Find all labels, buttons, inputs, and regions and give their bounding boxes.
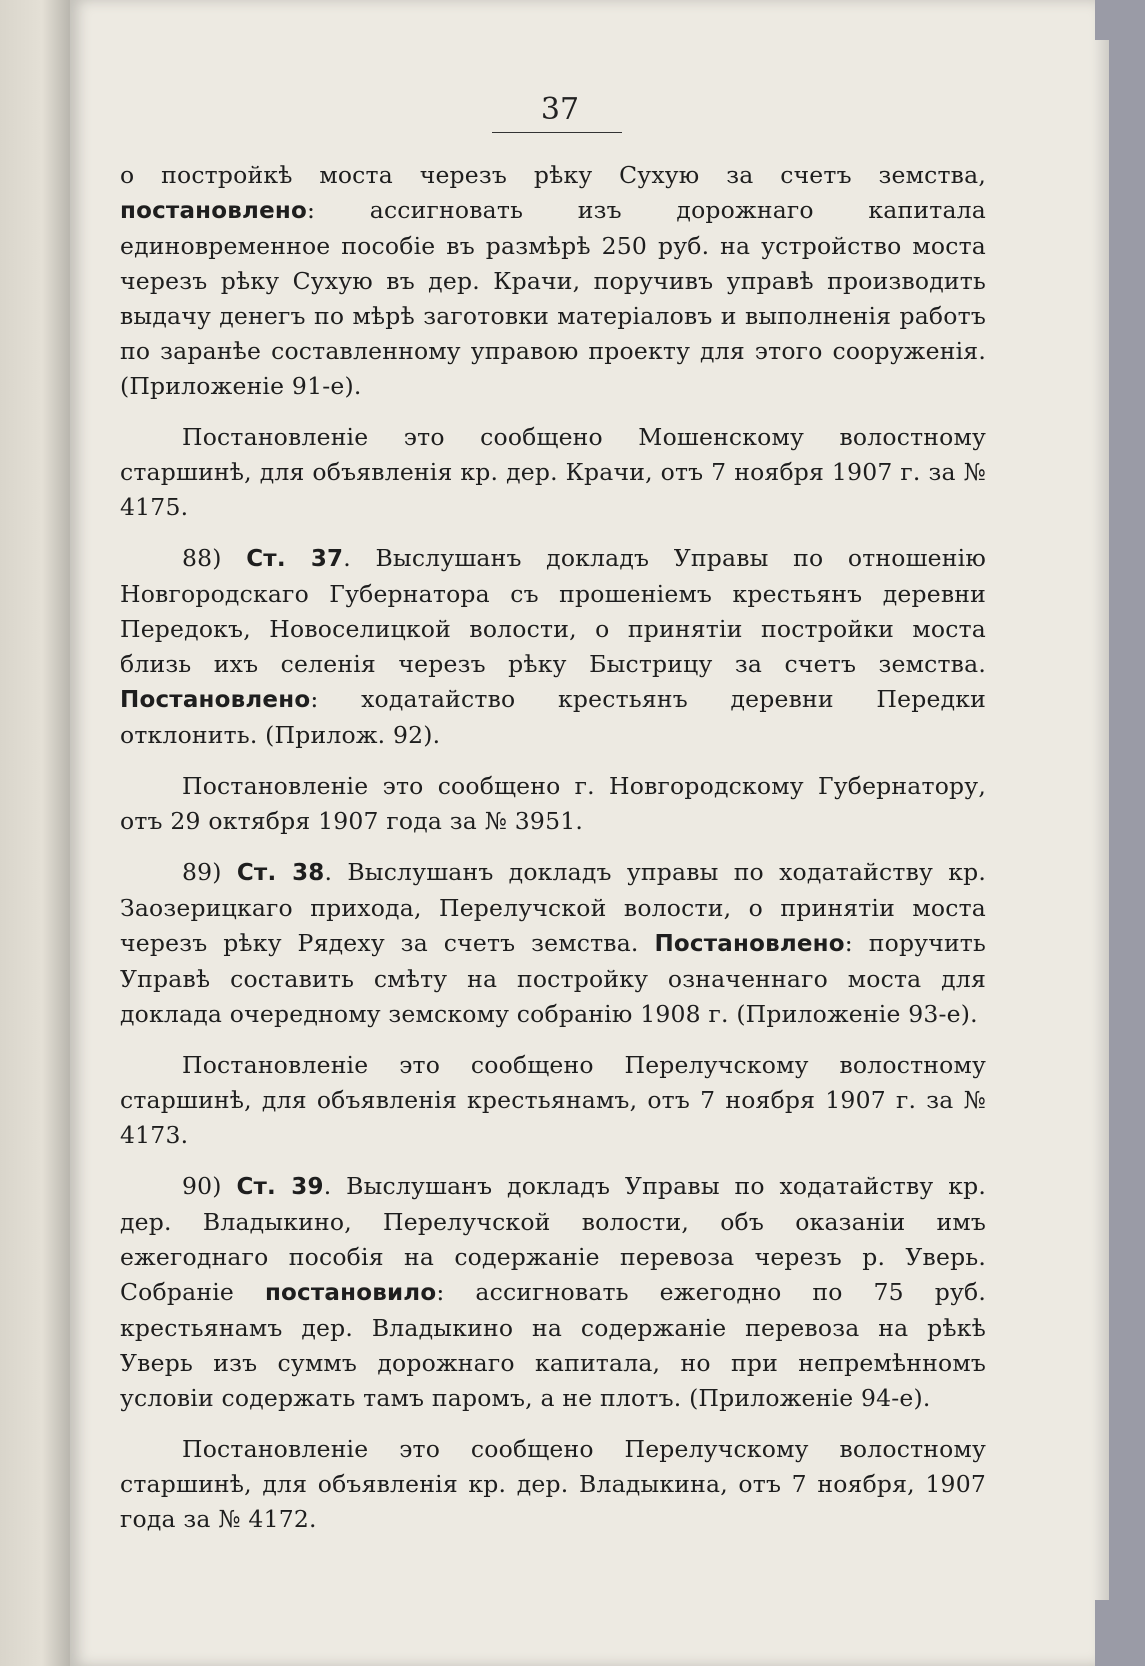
item-paragraph-90 [120, 1169, 986, 1416]
resolution-keyword: постановило [264, 1280, 437, 1306]
resolution-keyword: Постановлено [120, 687, 311, 713]
paragraph-text: . Выслушанъ докладъ Управы по ходатайству кр. дер. Владыкино, Перелучской волости, объ оказаніи имъ ежегоднаго пособія на содержаніе перевоза черезъ р. Уверь. Собраніе [120, 1172, 986, 1306]
article-reference: Ст. 38 [236, 860, 325, 886]
paragraph-text: : ассигновать ежегодно по 75 руб. крестьянамъ дер. Владыкино на содержаніе перевоза на рѣкѣ Уверь изъ суммъ дорожнаго капитала, но при непремѣнномъ условіи содержать тамъ паромъ, а не плотъ. (Приложеніе 94-е). [120, 1278, 986, 1412]
notice-text: Постановленіе это сообщено Перелучскому волостному старшинѣ, для объявленія кр. дер. Владыкина, отъ 7 ноября, 1907 года за № 4172. [120, 1435, 986, 1533]
page-edge [1095, 40, 1109, 1600]
notice-text: Постановленіе это сообщено г. Новгородскому Губернатору, отъ 29 октября 1907 года за № 3951. [120, 772, 986, 835]
item-paragraph-88 [120, 541, 986, 753]
resolution-keyword: постановлено [120, 198, 307, 224]
facing-page-edge [0, 0, 70, 1666]
page-number-rule [492, 132, 622, 133]
paragraph-text: . Выслушанъ докладъ Управы по отношенію Новгородскаго Губернатора съ прошеніемъ крестьянъ деревни Передокъ, Новоселицкой волости, о принятіи постройки моста близь ихъ селенія черезъ рѣку Быстрицу за счетъ земства. [120, 544, 987, 678]
paragraph-text: : ассигновать изъ дорожнаго капитала единовременное пособіе въ размѣрѣ 250 руб. на устройство моста черезъ рѣку Сухую въ дер. Крачи, поручивъ управѣ производить выдачу денегъ по мѣрѣ заготовки матеріаловъ и выполненія работъ по заранѣе составленному управою проекту для этого сооруженія. (Приложеніе 91-е). [120, 196, 986, 400]
paragraph-text: . Выслушанъ докладъ управы по ходатайству кр. Заозерицкаго прихода, Перелучской волости, о принятіи моста черезъ рѣку Рядеху за счетъ земства. [120, 858, 986, 957]
item-paragraph-89 [120, 855, 986, 1032]
article-reference: Ст. 39 [236, 1174, 324, 1200]
paragraph-continuation [120, 158, 986, 404]
item-number: 89) [182, 858, 222, 886]
paragraph-text: : поручить Управѣ составить смѣту на постройку означеннаго моста для доклада очередному земскому собранію 1908 г. (Приложеніе 93-е). [120, 929, 987, 1028]
notice-text: Постановленіе это сообщено Перелучскому волостному старшинѣ, для объявленія крестьянамъ, отъ 7 ноября 1907 г. за № 4173. [120, 1051, 986, 1149]
page-number: 37 [540, 92, 580, 127]
notice-paragraph [120, 1048, 986, 1153]
resolution-keyword: Постановлено [654, 931, 845, 957]
notice-text: Постановленіе это сообщено Мошенскому волостному старшинѣ, для объявленія кр. дер. Крачи, отъ 7 ноября 1907 г. за № 4175. [120, 423, 986, 521]
article-reference: Ст. 37 [246, 546, 344, 572]
paragraph-text: : ходатайство крестьянъ деревни Передки отклонить. (Прилож. 92). [120, 685, 986, 749]
notice-paragraph [120, 769, 986, 839]
page-body [120, 158, 986, 1553]
notice-paragraph [120, 420, 986, 525]
item-number: 88) [182, 544, 222, 572]
item-number: 90) [182, 1172, 222, 1200]
notice-paragraph [120, 1432, 986, 1537]
paragraph-text: о постройкѣ моста черезъ рѣку Сухую за счетъ земства, [120, 161, 986, 189]
